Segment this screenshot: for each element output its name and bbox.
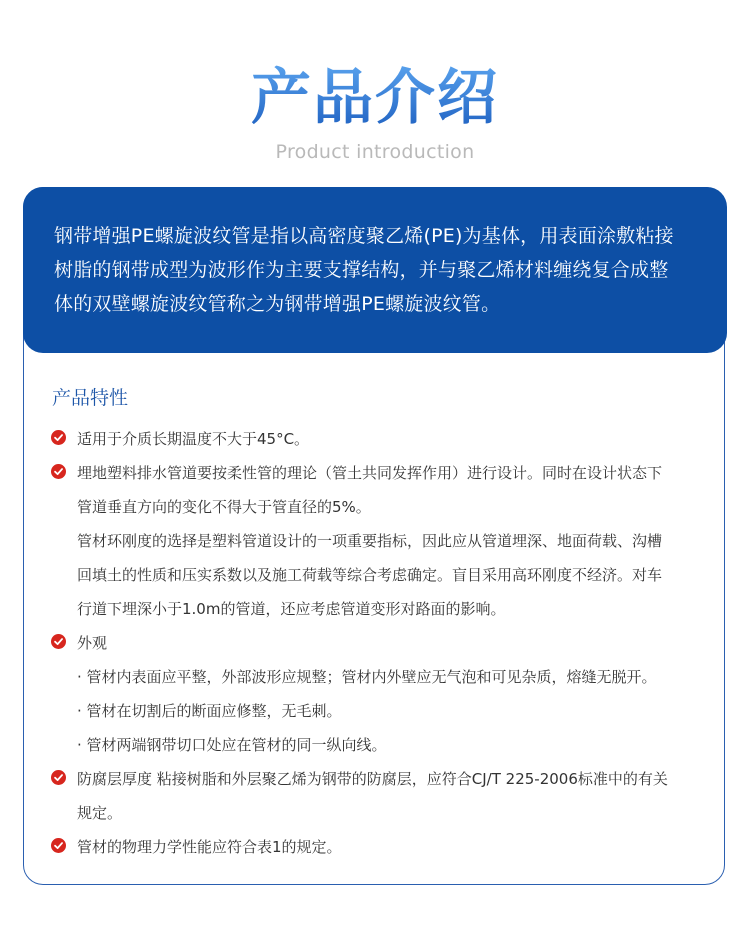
intro-banner (23, 187, 727, 353)
feature-item (50, 456, 702, 626)
check-circle-icon (51, 838, 66, 853)
intro-line: 体的双壁螺旋波纹管称之为钢带增强PE螺旋波纹管。 (54, 293, 501, 315)
feature-item (50, 422, 702, 456)
feature-line: 埋地塑料排水管道要按柔性管的理论（管土共同发挥作用）进行设计。同时在设计状态下 (77, 464, 663, 482)
feature-line: 外观 (77, 634, 108, 652)
feature-line: 管道垂直方向的变化不得大于管直径的5%。 (77, 498, 371, 516)
feature-line: 管材的物理力学性能应符合表1的规定。 (77, 838, 342, 856)
feature-line: 适用于介质长期温度不大于45°C。 (77, 430, 310, 448)
feature-line: · 管材在切割后的断面应修整，无毛刺。 (77, 702, 342, 720)
intro-line: 树脂的钢带成型为波形作为主要支撑结构，并与聚乙烯材料缠绕复合成整 (54, 259, 669, 281)
feature-line: · 管材内表面应平整，外部波形应规整；管材内外壁应无气泡和可见杂质，熔缝无脱开。 (77, 668, 657, 686)
feature-item (50, 762, 702, 830)
check-circle-icon (51, 464, 66, 479)
feature-item (50, 830, 702, 864)
features-list (50, 422, 702, 864)
feature-item (50, 626, 702, 762)
feature-line: 管材环刚度的选择是塑料管道设计的一项重要指标，因此应从管道埋深、地面荷载、沟槽 (77, 532, 663, 550)
check-circle-icon (51, 430, 66, 445)
feature-line: 行道下埋深小于1.0m的管道，还应考虑管道变形对路面的影响。 (77, 600, 506, 618)
feature-line: 防腐层厚度 粘接树脂和外层聚乙烯为钢带的防腐层，应符合CJ/T 225-2006标准中的有关 (77, 770, 668, 788)
feature-line: · 管材两端钢带切口处应在管材的同一纵向线。 (77, 736, 387, 754)
features-title: 产品特性 (52, 387, 129, 409)
page-title: 产品介绍 (0, 62, 750, 134)
check-circle-icon (51, 634, 66, 649)
check-circle-icon (51, 770, 66, 785)
feature-line: 规定。 (77, 804, 123, 822)
feature-line: 回填土的性质和压实系数以及施工荷载等综合考虑确定。盲目采用高环刚度不经济。对车 (77, 566, 663, 584)
page-subtitle: Product introduction (275, 141, 475, 163)
intro-line: 钢带增强PE螺旋波纹管是指以高密度聚乙烯(PE)为基体，用表面涂敷粘接 (54, 225, 674, 247)
